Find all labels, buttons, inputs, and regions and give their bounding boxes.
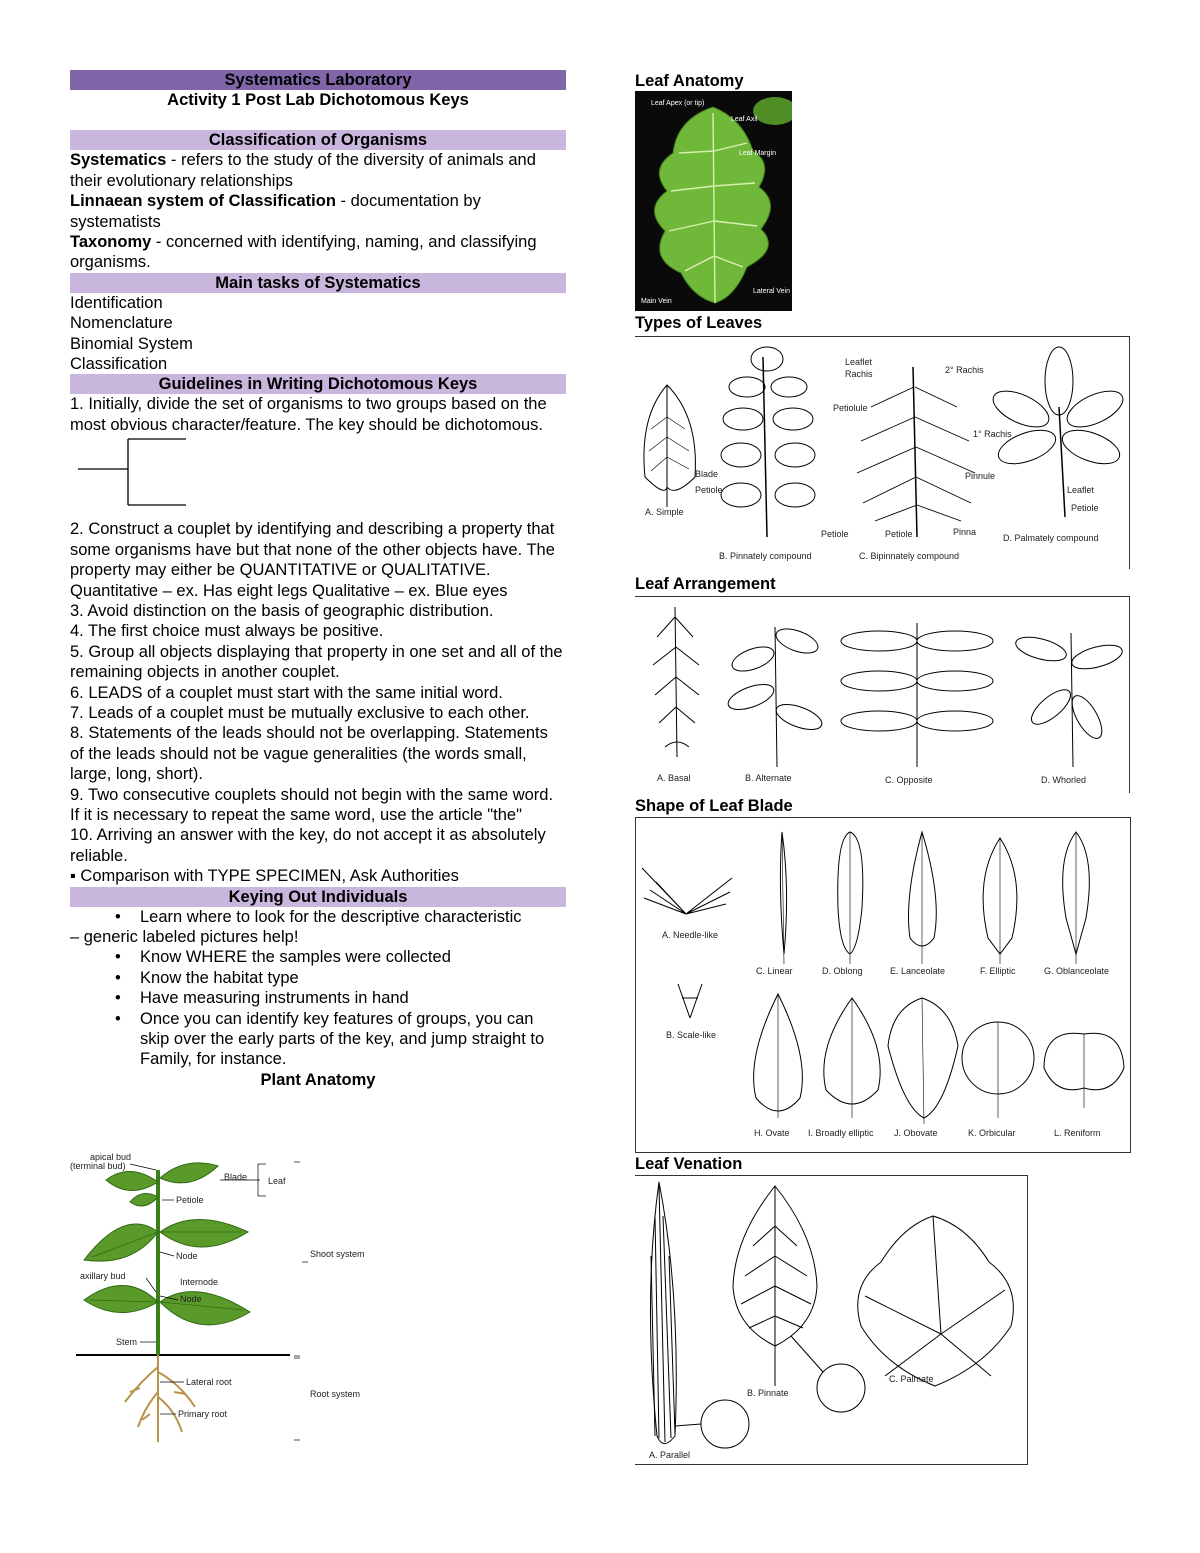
guideline-item: 8. Statements of the leads should not be overlapping. Statements of the leads should not be vague generalities (the words small, large, long, short). — [70, 724, 548, 784]
definition-systematics: Systematics - refers to the study of the diversity of animals and their evolutionary relationships — [70, 151, 536, 190]
definition-taxonomy: Taxonomy - concerned with identifying, naming, and classifying organisms. — [70, 233, 537, 272]
guideline-item: 3. Avoid distinction on the basis of geographic distribution. — [70, 601, 494, 620]
caption-c-opposite: C. Opposite — [885, 775, 933, 785]
caption-a-parallel: A. Parallel — [649, 1450, 691, 1460]
guideline-item: 5. Group all objects displaying that property in one set and all of the remaining objects in another couplet. — [70, 642, 563, 682]
label-stem: Stem — [116, 1337, 138, 1347]
list-item: • Know WHERE the samples were collected — [70, 947, 566, 967]
plant-anatomy-title: Plant Anatomy — [260, 1070, 376, 1089]
label-leaf-axil: Leaf Axil — [731, 116, 758, 123]
caption-b-pinnate: B. Pinnate — [747, 1388, 789, 1398]
label-leaf: Leaf — [268, 1176, 286, 1186]
guideline-item: 9. Two consecutive couplets should not begin with the same word. If it is necessary to repeat the same word, use the article "the" — [70, 785, 554, 824]
label-internode: Internode — [180, 1277, 219, 1287]
label-apical-bud: apical bud — [90, 1152, 132, 1162]
label-petiole-c: Petiole — [885, 529, 913, 539]
label-lateral-vein: Lateral Vein — [753, 288, 790, 295]
caption-d-whorled: D. Whorled — [1041, 775, 1087, 785]
caption-f-elliptic: F. Elliptic — [980, 966, 1016, 976]
caption-e-lanceolate: E. Lanceolate — [890, 966, 946, 976]
label-blade: Blade — [695, 469, 719, 479]
definition-linnaean: Linnaean system of Classification - documentation by systematists — [70, 192, 481, 231]
label-terminal-bud: (terminal bud) — [70, 1161, 126, 1171]
task-item: Identification — [70, 293, 163, 312]
section-heading-guidelines: Guidelines in Writing Dichotomous Keys — [70, 374, 566, 394]
caption-d-palmately: D. Palmately compound — [1003, 533, 1099, 543]
section-heading-tasks: Main tasks of Systematics — [70, 273, 566, 293]
guideline-item: 7. Leads of a couplet must be mutually exclusive to each other. — [70, 703, 530, 722]
keying-list — [70, 907, 566, 927]
list-item: • Learn where to look for the descriptive characteristic — [70, 907, 566, 927]
header-title: Systematics Laboratory — [70, 70, 566, 90]
guideline-item: 6. LEADS of a couplet must start with the same initial word. — [70, 683, 503, 702]
caption-c-bipinnately: C. Bipinnately compound — [859, 551, 960, 561]
label-petiole-b: Petiole — [821, 529, 849, 539]
leaf-anatomy-title: Leaf Anatomy — [635, 72, 744, 90]
label-root-system: Root system — [310, 1389, 361, 1399]
leaf-venation-figure — [635, 1175, 1028, 1465]
label-leaflet-d: Leaflet — [1067, 485, 1095, 495]
label-pinnule: Pinnule — [965, 471, 996, 481]
caption-i-broadly-elliptic: I. Broadly elliptic — [808, 1128, 874, 1138]
leaf-venation-title: Leaf Venation — [635, 1155, 743, 1173]
label-petiole-d: Petiole — [1071, 503, 1099, 513]
label-petiole: Petiole — [176, 1195, 204, 1205]
task-item: Binomial System — [70, 334, 193, 353]
leaf-arrangement-figure — [635, 596, 1130, 793]
leaf-shape-title: Shape of Leaf Blade — [635, 797, 793, 815]
label-blade: Blade — [224, 1172, 248, 1182]
section-heading-keying: Keying Out Individuals — [70, 887, 566, 907]
label-petiole: Petiole — [695, 485, 723, 495]
caption-b-alternate: B. Alternate — [745, 773, 792, 783]
label-rachis-2: 2° Rachis — [945, 365, 984, 375]
label-pinna: Pinna — [953, 527, 977, 537]
guideline-item: ▪ Comparison with TYPE SPECIMEN, Ask Authorities — [70, 867, 459, 886]
caption-a-simple: A. Simple — [645, 507, 684, 517]
keying-list — [70, 947, 566, 1069]
task-item: Nomenclature — [70, 314, 173, 333]
types-of-leaves-figure — [635, 336, 1130, 569]
label-node-2: Node — [180, 1294, 202, 1304]
caption-a-basal: A. Basal — [657, 773, 691, 783]
caption-g-oblanceolate: G. Oblanceolate — [1044, 966, 1110, 976]
label-leaflet: Leaflet — [845, 357, 873, 367]
label-rachis: Rachis — [845, 369, 873, 379]
caption-c-linear: C. Linear — [756, 966, 793, 976]
label-shoot-system: Shoot system — [310, 1249, 365, 1259]
types-of-leaves-title: Types of Leaves — [635, 314, 763, 332]
caption-k-orbicular: K. Orbicular — [968, 1128, 1016, 1138]
guideline-item: 1. Initially, divide the set of organisms to two groups based on the most obvious character/feature. The key should be dichotomous. — [70, 395, 547, 434]
caption-l-reniform: L. Reniform — [1054, 1128, 1101, 1138]
caption-b-scale-like: B. Scale-like — [666, 1030, 717, 1040]
leaf-arrangement-title: Leaf Arrangement — [635, 575, 776, 593]
header-subtitle: Activity 1 Post Lab Dichotomous Keys — [167, 91, 469, 109]
label-axillary-bud: axillary bud — [80, 1271, 126, 1281]
task-item: Classification — [70, 355, 168, 374]
keying-continuation: – generic labeled pictures help! — [70, 928, 299, 946]
leaf-anatomy-photo — [635, 91, 792, 311]
section-heading-classification: Classification of Organisms — [70, 130, 566, 150]
caption-a-needle-like: A. Needle-like — [662, 930, 719, 940]
caption-b-pinnately: B. Pinnately compound — [719, 551, 812, 561]
leaf-shape-figure — [635, 817, 1131, 1153]
guideline-item: 2. Construct a couplet by identifying and describing a property that some organisms have but that none of the other objects have. The property may either be QUANTITATIVE or QUALITATIVE. — [70, 520, 555, 580]
list-item: • Have measuring instruments in hand — [70, 988, 566, 1008]
list-item: • Know the habitat type — [70, 968, 566, 988]
caption-d-oblong: D. Oblong — [822, 966, 863, 976]
left-column — [70, 70, 566, 1090]
list-item: • Once you can identify key features of groups, you can skip over the early parts of the key, and jump straight to Family, for instance. — [70, 1009, 566, 1070]
label-primary-root: Primary root — [178, 1409, 228, 1419]
label-lateral-root: Lateral root — [186, 1377, 232, 1387]
guideline-item: 4. The first choice must always be positive. — [70, 622, 384, 641]
caption-c-palmate: C. Palmate — [889, 1374, 934, 1384]
label-main-vein: Main Vein — [641, 298, 672, 305]
label-leaf-margin: Leaf Margin — [739, 150, 776, 157]
label-node: Node — [176, 1251, 198, 1261]
label-rachis-1: 1° Rachis — [973, 429, 1012, 439]
caption-j-obovate: J. Obovate — [894, 1128, 938, 1138]
caption-h-ovate: H. Ovate — [754, 1128, 790, 1138]
plant-anatomy-figure — [70, 1152, 370, 1452]
label-petiolule: Petiolule — [833, 403, 868, 413]
dichotomy-diagram — [70, 435, 566, 519]
guideline-item: 10. Arriving an answer with the key, do not accept it as absolutely reliable. — [70, 826, 546, 865]
guideline-item: Quantitative – ex. Has eight legs Qualitative – ex. Blue eyes — [70, 581, 508, 600]
label-leaf-apex: Leaf Apex (or tip) — [651, 100, 705, 107]
